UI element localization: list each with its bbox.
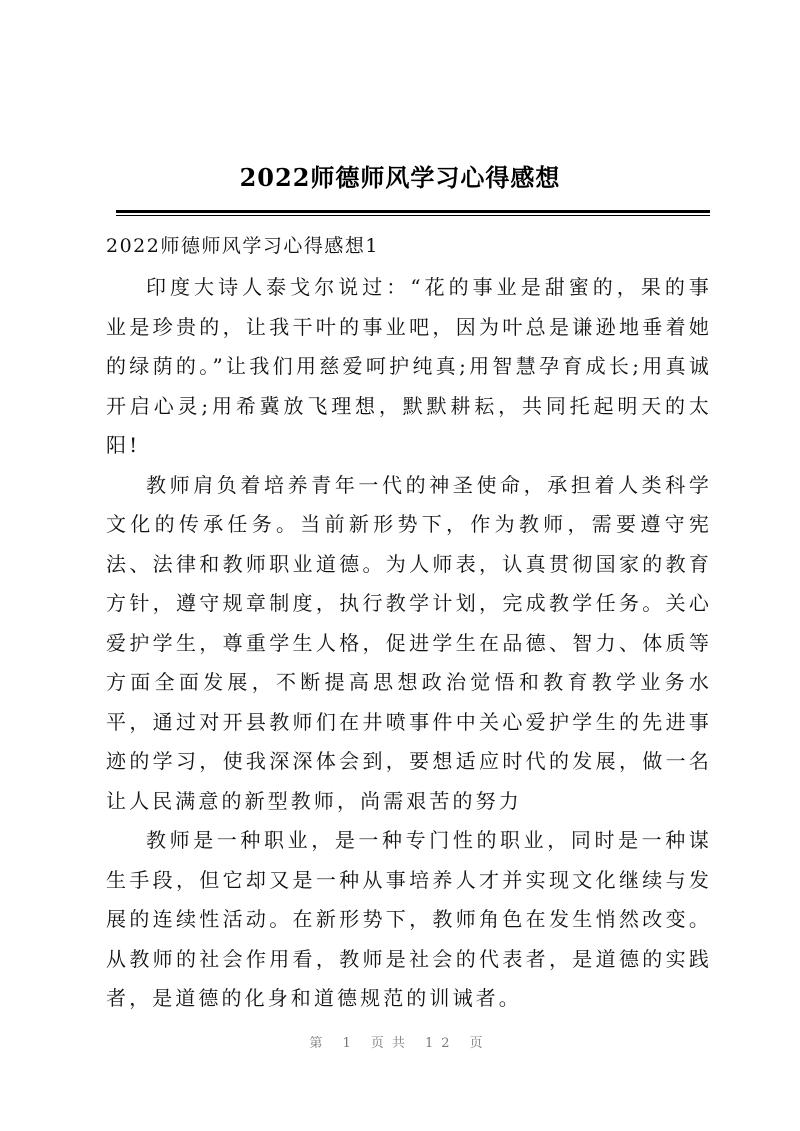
page-footer: 第 1 页共 12 页	[309, 1036, 491, 1051]
document-title: 2022师德师风学习心得感想	[239, 163, 561, 192]
body-text	[106, 268, 712, 1019]
paragraph-1: 印度大诗人泰戈尔说过：“花的事业是甜蜜的，果的事业是珍贵的，让我干叶的事业吧，因为叶总是谦逊地垂着她的绿荫的。”让我们用慈爱呵护纯真;用智慧孕育成长;用真诚开启心灵;用希冀放飞理想，默默耕耘，共同托起明天的太阳!	[106, 275, 712, 457]
paragraph-3: 教师是一种职业，是一种专门性的职业，同时是一种谋生手段，但它却又是一种从事培养人才并实现文化继续与发展的连续性活动。在新形势下，教师角色在发生悄然改变。从教师的社会作用看，教师是社会的代表者，是道德的实践者，是道德的化身和道德规范的训诫者。	[106, 828, 712, 1010]
title-underline-thin	[116, 215, 710, 216]
section-heading: 2022师德师风学习心得感想1	[106, 235, 379, 257]
title-underline-thick	[116, 210, 710, 213]
paragraph-2: 教师肩负着培养青年一代的神圣使命，承担着人类科学文化的传承任务。当前新形势下，作为教师，需要遵守宪法、法律和教师职业道德。为人师表，认真贯彻国家的教育方针，遵守规章制度，执行教学计划，完成教学任务。关心爱护学生，尊重学生人格，促进学生在品德、智力、体质等方面全面发展，不断提高思想政治觉悟和教育教学业务水平，通过对开县教师们在井喷事件中关心爱护学生的先进事迹的学习，使我深深体会到，要想适应时代的发展，做一名让人民满意的新型教师，尚需艰苦的努力	[106, 472, 712, 813]
